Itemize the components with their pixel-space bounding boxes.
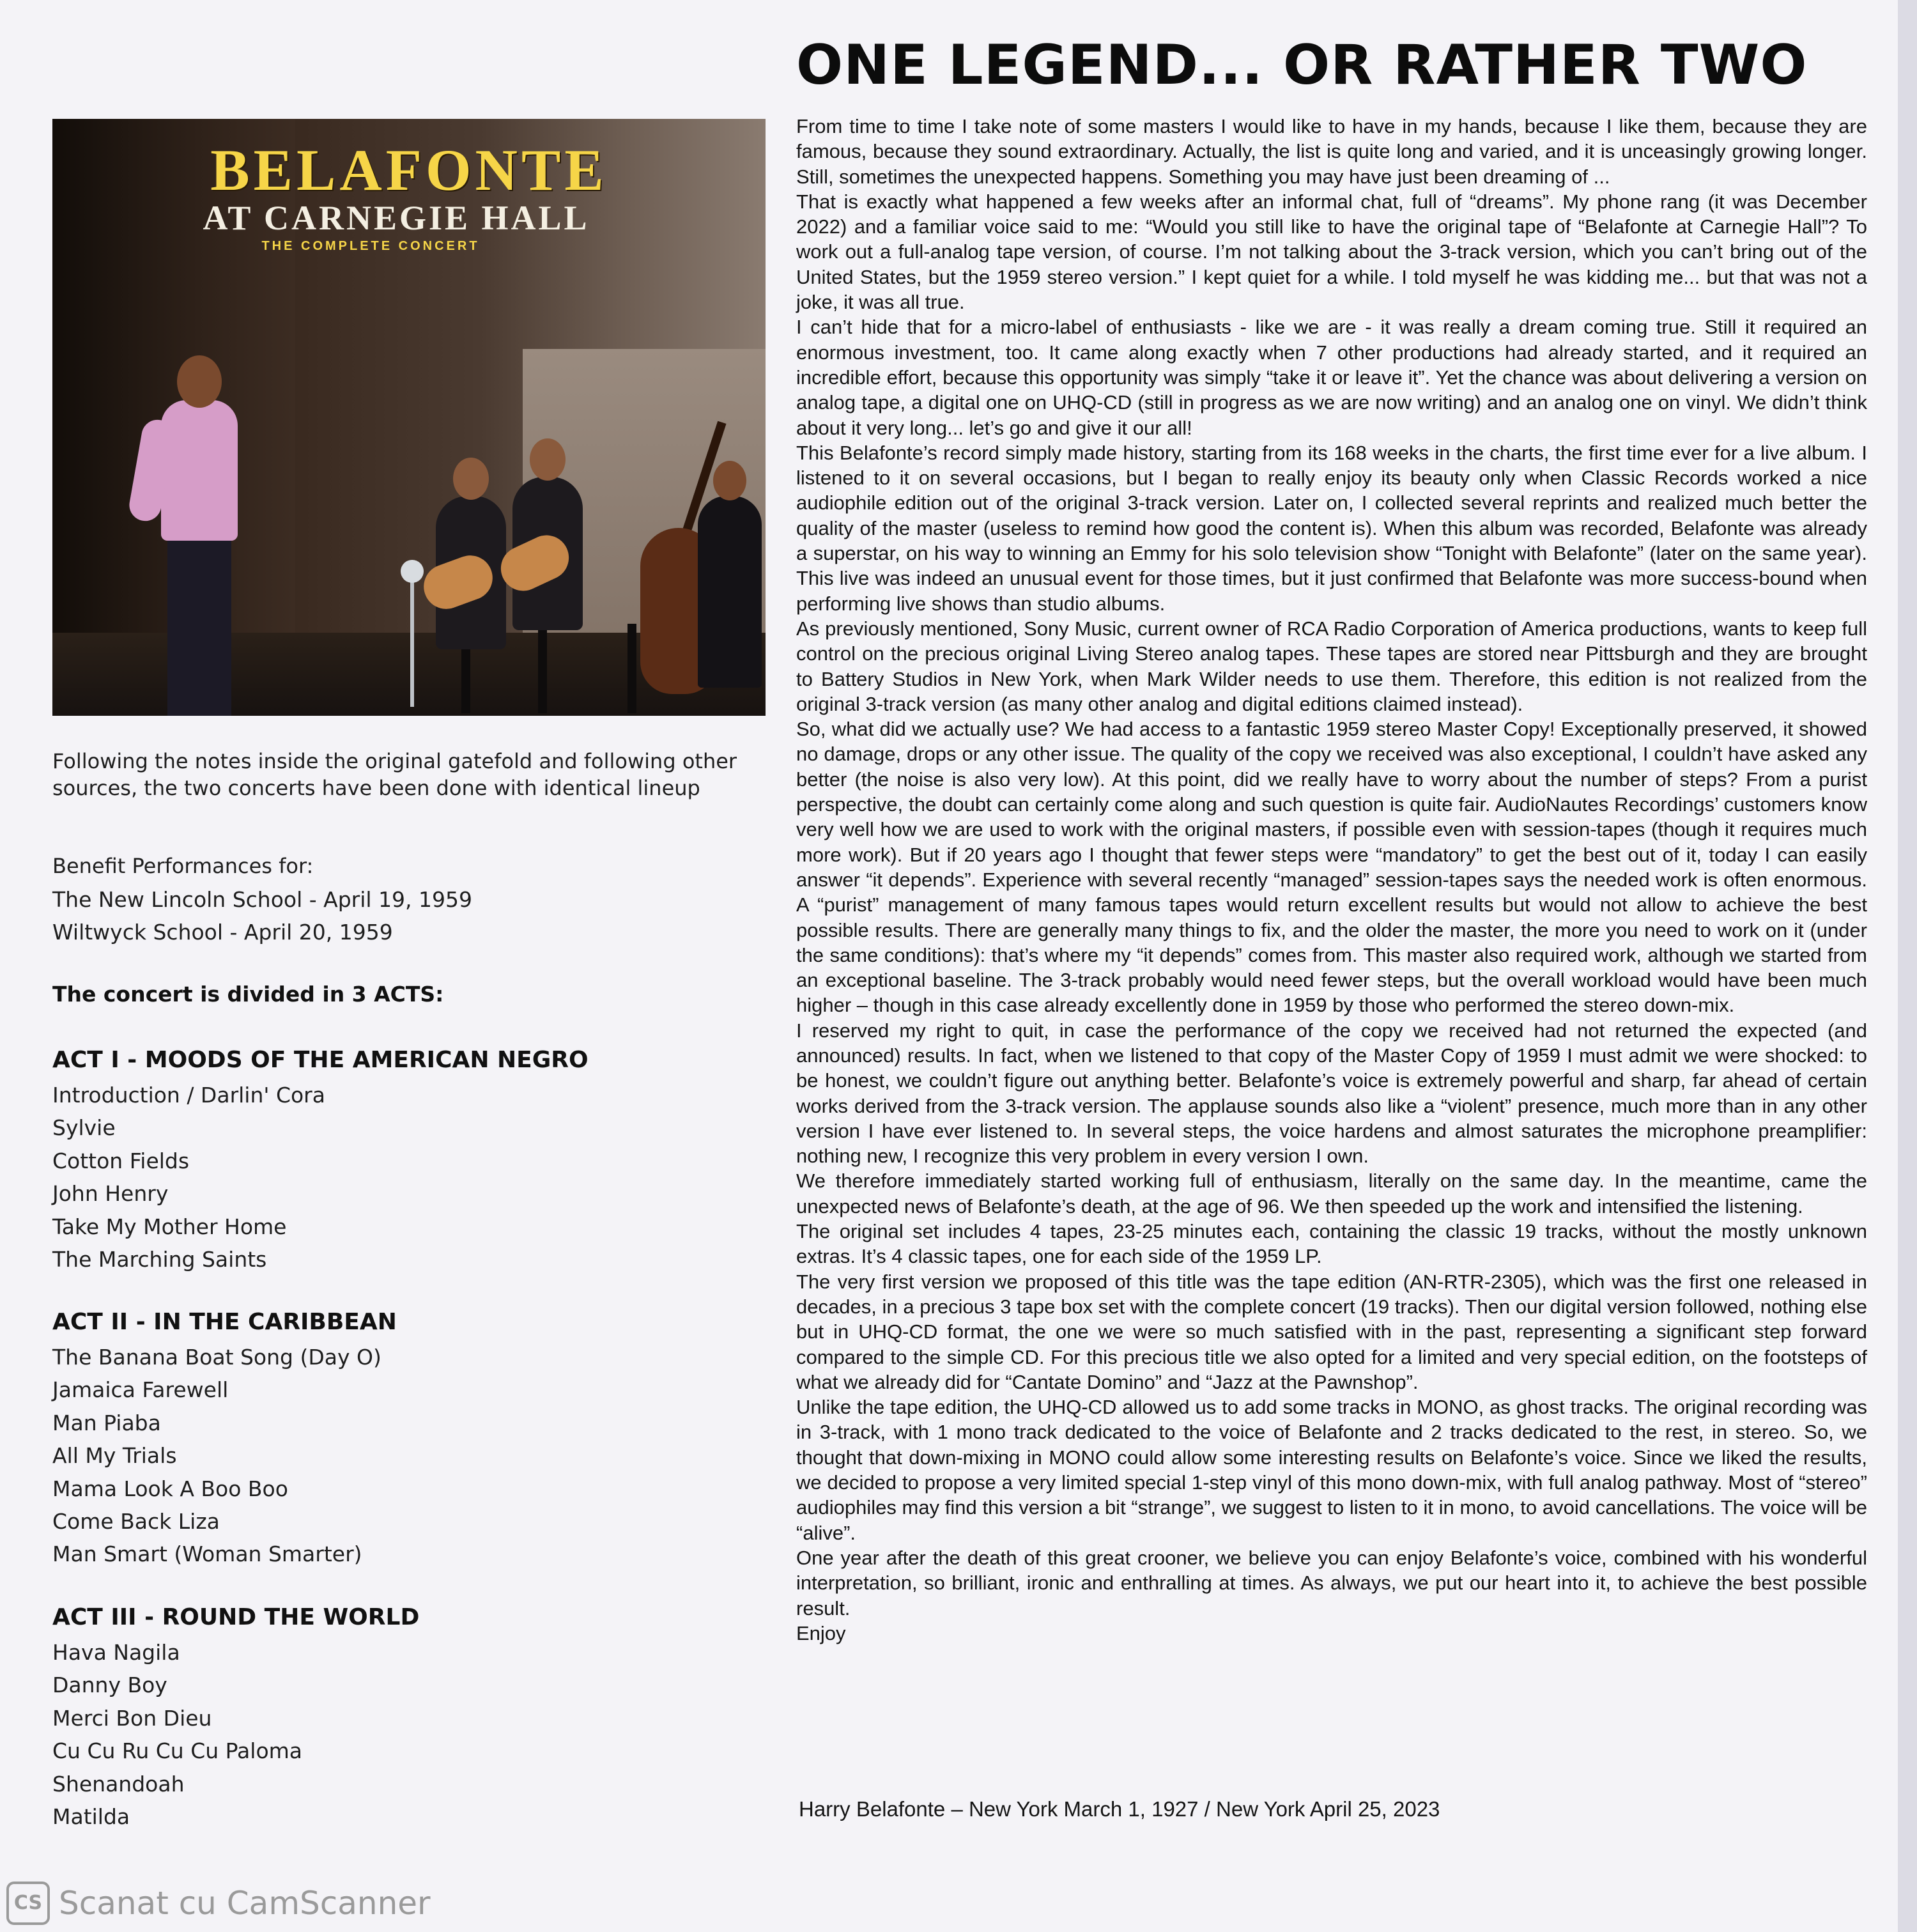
article-paragraph: Enjoy — [796, 1621, 846, 1644]
cover-title-block — [52, 137, 766, 254]
article-paragraph: One year after the death of this great crooner, we believe you can enjoy Belafonte’s voice, combined with his wonderful interpretation, so brilliant, ironic and enthralling at times. As always, we put our heart into it, to achieve the best possible result. — [796, 1546, 1867, 1619]
list-item: Shenandoah — [52, 1771, 185, 1797]
article-paragraph: The original set includes 4 tapes, 23-25 minutes each, containing the classic 19 tracks, without the mostly unknown extras. It’s 4 classic tapes, one for each side of the 1959 LP. — [796, 1220, 1867, 1268]
article-paragraph: I reserved my right to quit, in case the performance of the copy we received had not returned the expected (and announced) results. In fact, when we listened to that copy of the Master Copy of 1959 I must admit we were shocked: to be honest, we couldn’t figure out anything better. Belafonte’s voice is extremely powerful and sharp, far ahead of certain works derived from the 3-track version. The applause sounds also like a “violent” presence, much more than in any other version I have ever listened to. In several steps, the voice hardens and almost saturates the microphone preamplifier: nothing new, I recognize this very problem in every version I own. — [796, 1019, 1867, 1168]
list-item: The Marching Saints — [52, 1246, 267, 1272]
article-paragraph: We therefore immediately started working full of enthusiasm, literally on the same day. In the meantime, came the unexpected news of Belafonte’s death, at the age of 96. We then speeded up the work and intensified the listening. — [796, 1170, 1867, 1217]
school-entry: Wiltwyck School - April 20, 1959 — [52, 920, 393, 945]
list-item: Hava Nagila — [52, 1640, 180, 1665]
list-item: Danny Boy — [52, 1673, 167, 1698]
list-item: Matilda — [52, 1804, 130, 1829]
act-3-title: ACT III - ROUND THE WORLD — [52, 1604, 420, 1630]
act-3-track-list — [52, 1636, 302, 1833]
act-1-title: ACT I - MOODS OF THE AMERICAN NEGRO — [52, 1047, 589, 1073]
article-paragraph: That is exactly what happened a few weeks after an informal chat, full of “dreams”. My phone rang (it was December 2022) and a familiar voice said to me: “Would you still like to have the original tape of “Belafonte at Carnegie Hall”? To work out a full-analog tape version, of course. I’m not talking about the 3-track version, which you can’t bring out of the United States, but the 1959 stereo version.” I kept quiet for a while. I told myself he was kidding me... but that was not a joke, it was all true. — [796, 190, 1867, 314]
watermark-text: Scanat cu CamScanner — [59, 1885, 431, 1922]
act-1-track-list — [52, 1079, 325, 1276]
school-entry: The New Lincoln School - April 19, 1959 — [52, 887, 473, 912]
camscanner-logo-icon: CS — [6, 1882, 50, 1925]
list-item: Man Smart (Woman Smarter) — [52, 1542, 362, 1567]
act-2-title: ACT II - IN THE CARIBBEAN — [52, 1309, 397, 1335]
article-paragraph: I can’t hide that for a micro-label of enthusiasts - like we are - it was really a dream coming true. Still it required an enormous investment, too. It came along exactly when 7 other productions had already started, and it required an incredible effort, because this opportunity was simply “take it or leave it”. Yet the chance was about delivering a version on analog tape, a digital one on UHQ-CD (still in progress as we are now writing) and an analog one on vinyl. We didn’t think about it very long... let’s go and give it our all! — [796, 316, 1867, 439]
article-signoff: Harry Belafonte – New York March 1, 1927 / New York April 25, 2023 — [799, 1797, 1440, 1821]
album-cover-image — [52, 119, 766, 716]
list-item: Introduction / Darlin' Cora — [52, 1083, 325, 1108]
list-item: Come Back Liza — [52, 1508, 220, 1534]
stool-leg — [538, 624, 547, 713]
cover-title: BELAFONTE — [210, 137, 608, 203]
list-item: Man Piaba — [52, 1410, 161, 1435]
singer-figure-legs — [167, 534, 231, 716]
cover-subtitle: AT CARNEGIE HALL — [203, 199, 590, 237]
list-item: The Banana Boat Song (Day O) — [52, 1345, 381, 1370]
list-item: Mama Look A Boo Boo — [52, 1476, 288, 1501]
list-item: John Henry — [52, 1181, 169, 1207]
article-paragraph: From time to time I take note of some masters I would like to have in my hands, because I like them, because they are famous, because they sound extraordinary. Actually, the list is quite long and varied, and it is unceasingly growing longer. Still, sometimes the unexpected happens. Something you may have just been dreaming of ... — [796, 115, 1867, 188]
list-item: Take My Mother Home — [52, 1214, 287, 1239]
article-paragraph: Unlike the tape edition, the UHQ-CD allowed us to add some tracks in MONO, as ghost tracks. The original recording was in 3-track, with 1 mono track dedicated to the voice of Belafonte and 2 tracks dedicated to the rest, in stereo. So, we thought that down-mixing in MONO could allow some interesting results on Belafonte’s voice. Since we liked the results, we decided to propose a very limited special 1-step vinyl of this mono down-mix, with full analog pathway. Most of “stereo” audiophiles may find this version a bit “strange”, we suggest to listen to it in mono, to avoid cancellations. The voice will be “alive”. — [796, 1396, 1867, 1544]
list-item: Jamaica Farewell — [52, 1377, 229, 1403]
acts-heading: The concert is divided in 3 ACTS: — [52, 982, 444, 1007]
bassist-figure — [698, 496, 762, 688]
cover-tagline: THE COMPLETE CONCERT — [261, 239, 480, 253]
list-item: Cotton Fields — [52, 1148, 190, 1173]
list-item: Merci Bon Dieu — [52, 1705, 212, 1731]
article-paragraph: As previously mentioned, Sony Music, current owner of RCA Radio Corporation of America productions, wants to keep full control on the precious original Living Stereo analog tapes. These tapes are stored near Pittsburgh and they are brought to Battery Studios in New York, when Mark Wilder needs to use them. Therefore, this edition is not realized from the original 3-track version (as many other analog and digital editions claimed instead). — [796, 617, 1867, 715]
article-paragraph: So, what did we actually use? We had access to a fantastic 1959 stereo Master Copy! Exceptionally preserved, it showed no damage, drops or any other issue. The quality of the copy we received was also exceptional, I couldn’t have asked any better (the noise is also very low). At this point, did we really have to worry about the number of steps? From a purist perspective, the doubt can certainly come along and such question is quite fair. AudioNautes Recordings’ customers know very well how we are used to work with the original masters, if possible even with session-tapes (though it requires much more work). But if 20 years ago I thought that fewer steps were “mandatory” to get the best out of it, today I can easily answer “it depends”. Experience with several recently “managed” session-tapes says the needed work is often enormous. A “purist” management of many famous tapes would return excellent results but would not allow to achieve the best possible results. There are generally many things to fix, and the older the master, the more you need to work on it (under the same conditions): that’s where my “it depends” comes from. This master also required work, although we started from an exceptional baseline. The 3-track probably would need fewer steps, but the overall workload would have been much higher – though in this case already excellently done in 1959 by those who performed the stereo down-mix. — [796, 718, 1867, 1017]
lineup-note: Following the notes inside the original gatefold and following other sources, the two concerts have been done with identical lineup — [52, 749, 737, 800]
article-body — [796, 114, 1867, 1646]
singer-figure-head — [177, 355, 222, 408]
page-edge-shadow — [1898, 0, 1917, 1932]
singer-figure — [161, 400, 238, 541]
list-item: All My Trials — [52, 1443, 177, 1469]
list-item: Cu Cu Ru Cu Cu Paloma — [52, 1738, 303, 1764]
act-2-track-list — [52, 1341, 381, 1571]
list-item: Sylvie — [52, 1115, 116, 1141]
article-paragraph: The very first version we proposed of this title was the tape edition (AN-RTR-2305), which was the first one released in decades, in a precious 3 tape box set with the complete concert (19 tracks). Then our digital version followed, nothing else but in UHQ-CD format, the one we were so much satisfied with in the past, representing a significant step forward compared to the simple CD. For this precious title we also opted for a limited and very special edition, on the footsteps of what we already did for “Cantate Domino” and “Jazz at the Pawnshop”. — [796, 1270, 1867, 1393]
stool-leg — [627, 624, 636, 713]
microphone-icon — [401, 560, 424, 583]
scanner-watermark — [6, 1879, 431, 1928]
benefit-label: Benefit Performances for: — [52, 854, 314, 878]
article-title: ONE LEGEND... OR RATHER TWO — [796, 33, 1808, 97]
microphone-stand — [410, 579, 414, 707]
article-paragraph: This Belafonte’s record simply made history, starting from its 168 weeks in the charts, the first time ever for a live album. I listened to it on several occasions, but I began to really enjoy its beauty only when Classic Records worked a nice audiophile edition out of the original 3-track version. Later on, I collected several reprints and realized much better the quality of the master (useless to remind how good the content is). When this album was recorded, Belafonte was already a superstar, on his way to winning an Emmy for his solo television show “Tonight with Belafonte” (later on the same year). This live was indeed an unusual event for those times, but it just confirmed that Belafonte was more success-bound when performing live shows than studio albums. — [796, 441, 1867, 615]
